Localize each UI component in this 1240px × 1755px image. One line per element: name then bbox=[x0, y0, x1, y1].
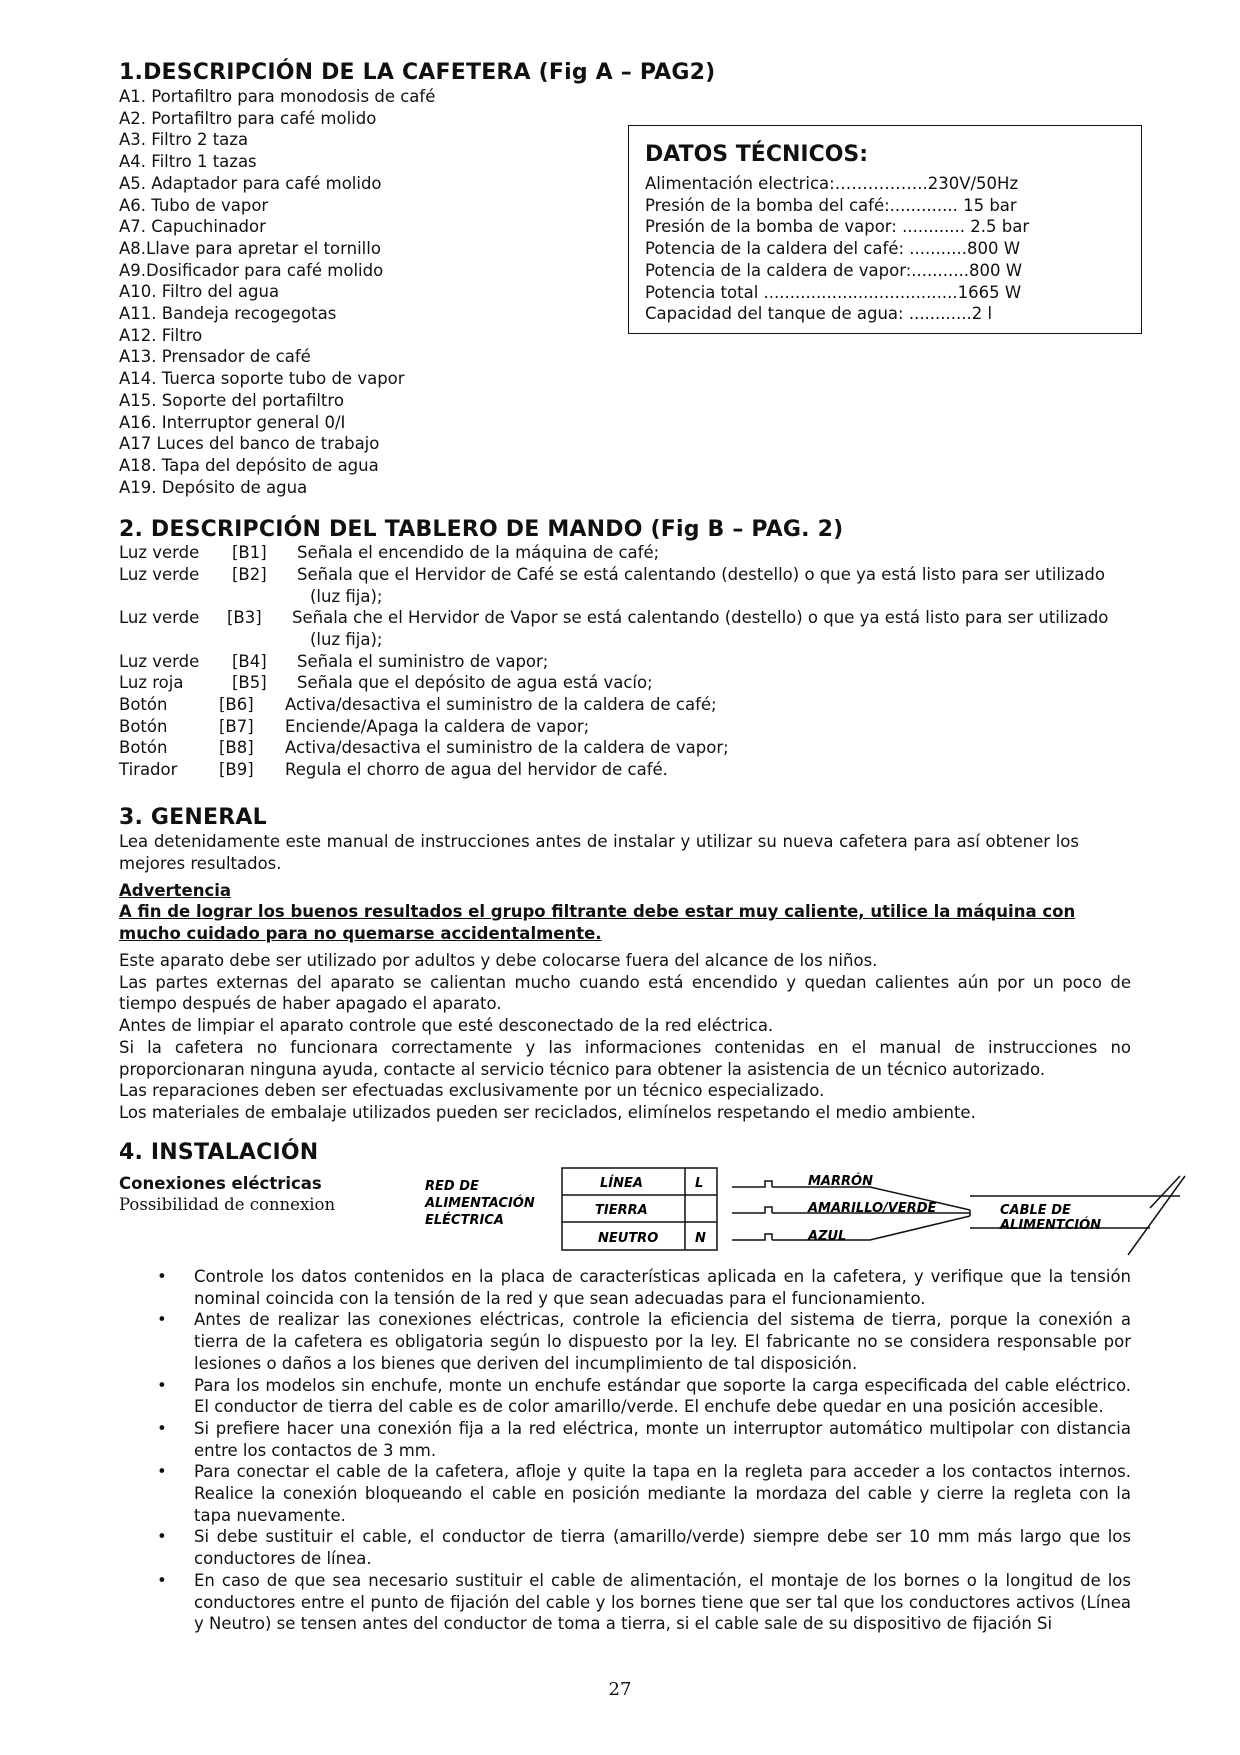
cable-label: ALIMENTCIÓN bbox=[1000, 1218, 1102, 1233]
list-item: A16. Interruptor general 0/I bbox=[119, 412, 346, 432]
bullet-icon: • bbox=[157, 1418, 167, 1438]
specs-list bbox=[645, 173, 1029, 325]
list-item: A17 Luces del banco de trabajo bbox=[119, 434, 380, 454]
list-item: • Para conectar el cable de la cafetera, afloje y quite la tapa en la regleta para acceder a los contactos internos. Realice la conexión bloqueando el cable en posición mediante la mordaza del cable y cierre la regleta con la tapa nuevamente. bbox=[157, 1462, 1131, 1525]
diagram-label: RED DE bbox=[425, 1179, 479, 1194]
control-desc-cont: (luz fija); bbox=[310, 630, 383, 649]
control-type: Luz roja bbox=[119, 673, 184, 692]
control-code: [B1] bbox=[232, 543, 267, 562]
cable-label: CABLE DE bbox=[1000, 1203, 1071, 1218]
control-code: [B5] bbox=[232, 673, 267, 692]
list-item: A11. Bandeja recogegotas bbox=[119, 304, 337, 324]
warning-label: Advertencia bbox=[119, 881, 232, 900]
list-item: A15. Soporte del portafiltro bbox=[119, 390, 344, 410]
bullet-icon: • bbox=[157, 1462, 167, 1482]
control-desc: Regula el chorro de agua del hervidor de café. bbox=[285, 760, 668, 779]
spec-row: Presión de la bomba del café:............. 15 bar bbox=[645, 195, 1017, 215]
paragraph: Las partes externas del aparato se calientan mucho cuando está encendido y quedan calientes aún por un poco de tiempo después de haber apagado el aparato. bbox=[119, 972, 1131, 1014]
control-desc: Señala che el Hervidor de Vapor se está calentando (destello) o que ya está listo para ser utilizado bbox=[292, 608, 1109, 627]
bullet-icon: • bbox=[157, 1267, 167, 1286]
connection-subtitle: Possibilidad de connexion bbox=[119, 1195, 336, 1214]
component-list bbox=[119, 86, 435, 498]
control-type: Luz verde bbox=[119, 652, 200, 671]
list-item: • Si debe sustituir el cable, el conductor de tierra (amarillo/verde) siempre debe ser 10 mm más largo que los conductores de línea. bbox=[157, 1527, 1131, 1569]
bullet-icon: • bbox=[157, 1570, 167, 1590]
diagram-label: ELÉCTRICA bbox=[425, 1213, 504, 1228]
bullet-icon: • bbox=[157, 1375, 167, 1395]
control-desc: Señala el encendido de la máquina de café; bbox=[297, 543, 660, 562]
list-item: A2. Portafiltro para café molido bbox=[119, 108, 377, 128]
paragraph: Los materiales de embalaje utilizados pueden ser reciclados, elimínelos respetando el medio ambiente. bbox=[119, 1102, 976, 1122]
control-type: Botón bbox=[119, 717, 168, 736]
wire-color: AMARILLO/VERDE bbox=[808, 1201, 937, 1216]
list-item: A7. Capuchinador bbox=[119, 217, 266, 237]
list-item: • Antes de realizar las conexiones eléctricas, controle la eficiencia del sistema de tierra, porque la conexión a tierra de la cafetera es obligatoria según lo dispuesto por la ley. El fabricante no se considera responsable por lesiones o daños a los bienes que deriven del incumplimiento de tal disposición. bbox=[157, 1310, 1131, 1373]
specs-box bbox=[628, 125, 1142, 334]
bullet-icon: • bbox=[157, 1310, 167, 1330]
list-item: A8.Llave para apretar el tornillo bbox=[119, 238, 381, 258]
list-item: A9.Dosificador para café molido bbox=[119, 260, 384, 280]
list-item: A3. Filtro 2 taza bbox=[119, 130, 249, 150]
list-item: A19. Depósito de agua bbox=[119, 477, 308, 497]
spec-row: Alimentación electrica:……………..230V/50Hz bbox=[645, 174, 1019, 193]
bullet-icon: • bbox=[157, 1527, 167, 1547]
section3-title: 3. GENERAL bbox=[119, 805, 267, 830]
list-item: A18. Tapa del depósito de agua bbox=[119, 455, 379, 475]
list-item: • Si prefiere hacer una conexión fija a la red eléctrica, monte un interruptor automático multipolar con distancia entre los contactos de 3 mm. bbox=[157, 1418, 1131, 1460]
wire-connectors bbox=[732, 1176, 1185, 1255]
list-item: A4. Filtro 1 tazas bbox=[119, 152, 257, 172]
spec-row: Capacidad del tanque de agua: ............2 l bbox=[645, 304, 993, 324]
terminal-name: LÍNEA bbox=[600, 1176, 643, 1191]
list-item: A13. Prensador de café bbox=[119, 347, 311, 367]
control-type: Luz verde bbox=[119, 543, 200, 562]
control-desc: Enciende/Apaga la caldera de vapor; bbox=[285, 717, 590, 736]
control-code: [B7] bbox=[219, 717, 254, 736]
spec-row: Potencia de la caldera de vapor:...........800 W bbox=[645, 260, 1023, 280]
control-type: Luz verde bbox=[119, 608, 200, 627]
control-code: [B9] bbox=[219, 760, 254, 779]
control-code: [B3] bbox=[227, 608, 262, 627]
list-item: • Controle los datos contenidos en la placa de características aplicada en la cafetera, y verifique que la tensión nominal coincida con la tensión de la red y que sean adecuadas para el funcionamiento. bbox=[157, 1267, 1131, 1308]
spec-row: Potencia de la caldera del café: ...........800 W bbox=[645, 239, 1021, 259]
terminal-code: L bbox=[695, 1176, 704, 1191]
terminal-code: N bbox=[695, 1231, 706, 1246]
wire-color: MARRÓN bbox=[808, 1174, 873, 1189]
control-desc-cont: (luz fija); bbox=[310, 587, 383, 606]
section1-title: 1.DESCRIPCIÓN DE LA CAFETERA (Fig A – PAG2) bbox=[119, 60, 716, 85]
spec-row: Potencia total .....................................1665 W bbox=[645, 282, 1022, 302]
list-item: • En caso de que sea necesario sustituir el cable de alimentación, el montaje de los bornes o la longitud de los conductores entre el punto de fijación del cable y los bornes tiene que ser tal que los conductores activos (Línea y Neutro) se tensen antes del conductor de toma a tierra, si el cable sale de su dispositivo de fijación Si bbox=[157, 1570, 1131, 1634]
spec-row: Presión de la bomba de vapor: ............ 2.5 bar bbox=[645, 217, 1030, 237]
control-desc: Activa/desactiva el suministro de la caldera de vapor; bbox=[285, 738, 729, 757]
warning-text: A fin de lograr los buenos resultados el grupo filtrante debe estar muy caliente, utilice la máquina con mucho cuidado para no quemarse accidentalmente. bbox=[119, 902, 1076, 943]
general-intro: Lea detenidamente este manual de instrucciones antes de instalar y utilizar su nueva cafetera para así obtener los mejores resultados. bbox=[119, 832, 1079, 873]
terminal-name: NEUTRO bbox=[598, 1231, 659, 1246]
paragraph: Si la cafetera no funcionara correctamente y las informaciones contenidas en el manual de instrucciones no proporcionaran ninguna ayuda, contacte al servicio técnico para obtener la asistencia de un técnico autorizado. bbox=[119, 1037, 1131, 1079]
installation-bullets bbox=[157, 1266, 1131, 1635]
control-code: [B6] bbox=[219, 695, 254, 714]
control-desc: Activa/desactiva el suministro de la caldera de café; bbox=[285, 695, 717, 714]
paragraph: Antes de limpiar el aparato controle que esté desconectado de la red eléctrica. bbox=[119, 1016, 774, 1036]
control-desc: Señala que el Hervidor de Café se está calentando (destello) o que ya está listo para ser utilizado bbox=[297, 565, 1105, 584]
list-item: A5. Adaptador para café molido bbox=[119, 173, 382, 193]
wiring-diagram bbox=[410, 1160, 1190, 1260]
diagram-label: ALIMENTACIÓN bbox=[425, 1196, 535, 1211]
wire-color: AZUL bbox=[808, 1229, 847, 1244]
control-desc: Señala que el depósito de agua está vacío; bbox=[297, 673, 653, 692]
list-item: A12. Filtro bbox=[119, 325, 203, 345]
list-item: A1. Portafiltro para monodosis de café bbox=[119, 87, 436, 106]
control-type: Botón bbox=[119, 695, 168, 714]
control-code: [B4] bbox=[232, 652, 267, 671]
control-type: Botón bbox=[119, 738, 168, 757]
page-number: 27 bbox=[608, 1679, 632, 1700]
terminal-name: TIERRA bbox=[595, 1203, 648, 1218]
section2-title: 2. DESCRIPCIÓN DEL TABLERO DE MANDO (Fig B – PAG. 2) bbox=[119, 517, 844, 542]
control-type: Tirador bbox=[119, 760, 178, 779]
general-paragraphs bbox=[119, 950, 1131, 1124]
electrical-connections-heading: Conexiones eléctricas bbox=[119, 1174, 322, 1193]
section4-title: 4. INSTALACIÓN bbox=[119, 1140, 319, 1165]
list-item: A10. Filtro del agua bbox=[119, 282, 280, 302]
control-code: [B8] bbox=[219, 738, 254, 757]
control-type: Luz verde bbox=[119, 565, 200, 584]
paragraph: Las reparaciones deben ser efectuadas exclusivamente por un técnico especializado. bbox=[119, 1081, 825, 1101]
control-code: [B2] bbox=[232, 565, 267, 584]
paragraph: Este aparato debe ser utilizado por adultos y debe colocarse fuera del alcance de los niños. bbox=[119, 951, 878, 970]
control-desc: Señala el suministro de vapor; bbox=[297, 652, 549, 671]
list-item: • Para los modelos sin enchufe, monte un enchufe estándar que soporte la carga especificada del cable eléctrico. El conductor de tierra del cable es de color amarillo/verde. El enchufe debe quedar en una posición accesible. bbox=[157, 1375, 1131, 1417]
list-item: A14. Tuerca soporte tubo de vapor bbox=[119, 369, 405, 389]
list-item: A6. Tubo de vapor bbox=[119, 195, 269, 215]
specs-title: DATOS TÉCNICOS: bbox=[645, 142, 869, 167]
